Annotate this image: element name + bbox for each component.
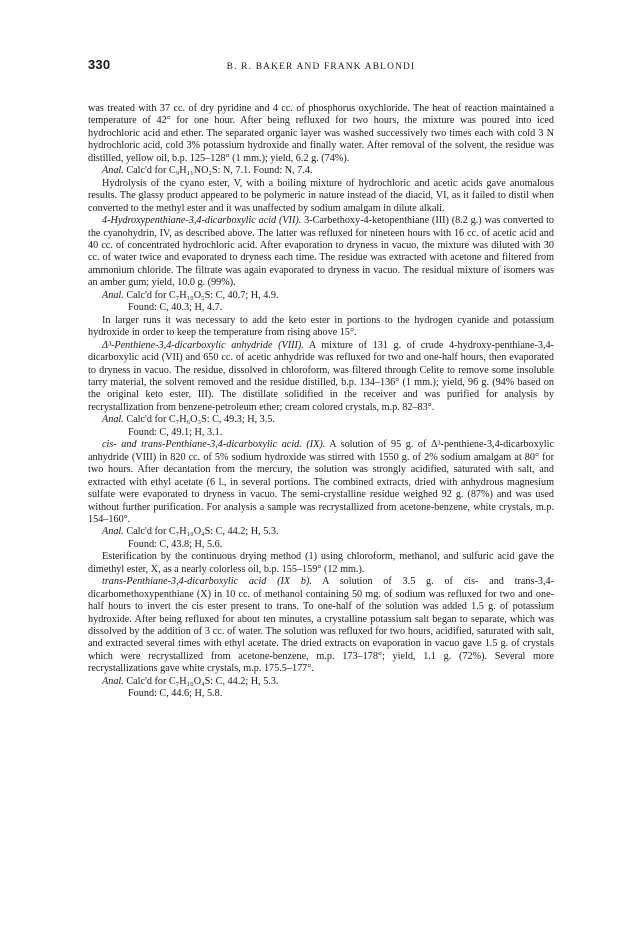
found-line (88, 539, 554, 551)
paragraph-text: A mixture of 131 g. of crude 4-hydroxy-penthiane-3,4-dicarboxylic acid (VII) and 650 cc. of acetic anhydride was refluxed for two and one-half hours, then evaporated to dryness in vacuo. The residue, dissolved in chloroform, was filtered through Celite to remove some insoluble tarry material, the solvent removed and the residue distilled, b.p. 134–136° (1 mm.); yield, 96 g. (94% based on the original keto ester, III). The distillate solidified in the receiver and was purified for analysis by recrystallization from benzene-petroleum ether; cream colored crystals, m.p. 82–83°. (88, 339, 554, 413)
analysis-line (88, 290, 554, 302)
paragraph-text: Found: C, 43.8; H, 5.6. (128, 538, 223, 550)
analysis-label: Anal. (102, 414, 124, 426)
body-paragraph (88, 551, 554, 576)
found-line (88, 688, 554, 700)
paragraph-text: Calc'd for C₇H₁₀O₄S: C, 44.2; H, 5.3. (123, 526, 279, 538)
paragraph-text: Esterification by the continuous drying method (1) using chloroform, methanol, and sulfuric acid gave the dimethyl ester, X, as a nearly colorless oil, b.p. 155–159° (12 mm.). (88, 551, 554, 575)
paragraph-text: Calc'd for C₇H₆O₃S: C, 49.3; H, 3.5. (123, 414, 275, 426)
analysis-line (88, 165, 554, 177)
analysis-label: Anal. (102, 165, 124, 177)
page-number: 330 (88, 57, 111, 72)
paragraph-text: Calc'd for C₇H₁₀O₅S: C, 40.7; H, 4.9. (123, 289, 279, 301)
compound-title: 4-Hydroxypenthiane-3,4-dicarboxylic acid (VII). (102, 215, 302, 227)
compound-paragraph (88, 215, 554, 290)
compound-paragraph (88, 340, 554, 415)
compound-paragraph (88, 576, 554, 676)
analysis-line (88, 414, 554, 426)
paragraph-text: A solution of 3.5 g. of cis- and trans-3,4-dicarbomethoxypenthiane (X) in 10 cc. of methanol containing 50 mg. of sodium was refluxed for two and one-half hours to invert the cis ester present to trans. To one-half of the solution was added 1.5 g. of potassium hydroxide. After being refluxed for about ten minutes, a crystalline potassium salt began to separate, which was dissolved by the addition of 3 cc. of water. The solution was refluxed for two hours, acidified, saturated with salt, and extracted several times with ethyl acetate. The dried extracts on evaporation in vacuo gave 1.5 g. of crystals which were recrystallized from acetone-benzene, m.p. 173–178°; yield, 1.1 g. (72%). Several more recrystallizations gave white crystals, m.p. 175.5–177°. (88, 576, 554, 675)
analysis-line (88, 676, 554, 688)
compound-title: trans-Penthiane-3,4-dicarboxylic acid (IX b). (102, 576, 312, 588)
article-body (88, 103, 554, 701)
paragraph-text: In larger runs it was necessary to add the keto ester in portions to the hydrogen cyanide and potassium hydroxide in order to keep the temperature from rising above 15°. (88, 314, 554, 339)
paragraph-text: Found: C, 49.1; H, 3.1. (128, 426, 223, 438)
found-line (88, 302, 554, 314)
compound-title: cis- and trans-Penthiane-3,4-dicarboxylic acid. (IX). (102, 439, 326, 451)
running-head: B. R. BAKER AND FRANK ABLONDI (226, 62, 416, 72)
body-paragraph (88, 315, 554, 340)
paragraph-text: A solution of 95 g. of Δ³-penthiene-3,4-dicarboxylic anhydride (VIII) in 820 cc. of 5% sodium hydroxide was stirred with 1550 g. of 2% sodium amalgam at 80° for two hours. After decantation from the mercury, the solution was strongly acidified, saturated with salt, and extracted with ethyl acetate (6 l., in several portions. The combined extracts, dried with anhydrous magnesium sulfate were evaporated to dryness in vacuo. The semi-crystalline residue weighed 92 g. (87%) and was used without further purification. For analysis a sample was recrystallized from acetone-benzene, white crystals, m.p. 154–160°. (88, 439, 554, 525)
paragraph-text: Found: C, 44.6; H, 5.8. (128, 688, 223, 700)
paragraph-text: Hydrolysis of the cyano ester, V, with a boiling mixture of hydrochloric and acetic acids gave anomalous results. The glassy product appeared to be polymeric in nature instead of the diacid, VI, as it failed to distil when converted to the methyl ester and it was unaffected by sodium amalgam in dilute alkali. (88, 177, 554, 214)
page-header (88, 59, 554, 75)
analysis-label: Anal. (102, 526, 124, 538)
found-line (88, 427, 554, 439)
paragraph-text: 3-Carbethoxy-4-ketopenthiane (III) (8.2 g.) was converted to the cyanohydrin, IV, as described above. The latter was refluxed for nineteen hours with 16 cc. of acetic acid and 40 cc. of concentrated hydrochloric acid. After evaporation to dryness in vacuo, the mixture was diluted with 30 cc. of water twice and evaporated to dryness each time. The residue was extracted with acetone and filtered from ammonium chloride. The filtrate was again evaporated to dryness in vacuo. The residual mixture of isomers was an amber gum; yield, 10.0 g. (99%). (88, 215, 554, 289)
analysis-label: Anal. (102, 289, 124, 301)
body-paragraph (88, 178, 554, 215)
analysis-line (88, 526, 554, 538)
compound-paragraph (88, 439, 554, 526)
paragraph-text: was treated with 37 cc. of dry pyridine and 4 cc. of phosphorus oxychloride. The heat of reaction maintained a temperature of 42° for one hour. After being refluxed for two hours, the mixture was poured into iced hydrochloric acid and ether. The separated organic layer was washed successively two times each with cold 3 N hydrochloric acid, cold 3% potassium hydroxide and finally water. After removal of the solvent, the residue was distilled, yellow oil, b.p. 125–128° (1 mm.); yield, 6.2 g. (74%). (88, 103, 554, 164)
analysis-label: Anal. (102, 675, 124, 687)
paragraph-text: Calc'd for C₉H₁₁NO₂S: N, 7.1. Found: N, 7.4. (123, 165, 313, 177)
paragraph-text: Calc'd for C₇H₁₀O₄S: C, 44.2; H, 5.3. (123, 675, 279, 687)
paragraph-text: Found: C, 40.3; H, 4.7. (128, 302, 223, 314)
compound-title: Δ³-Penthiene-3,4-dicarboxylic anhydride (VIII). (102, 339, 304, 351)
body-paragraph (88, 103, 554, 165)
